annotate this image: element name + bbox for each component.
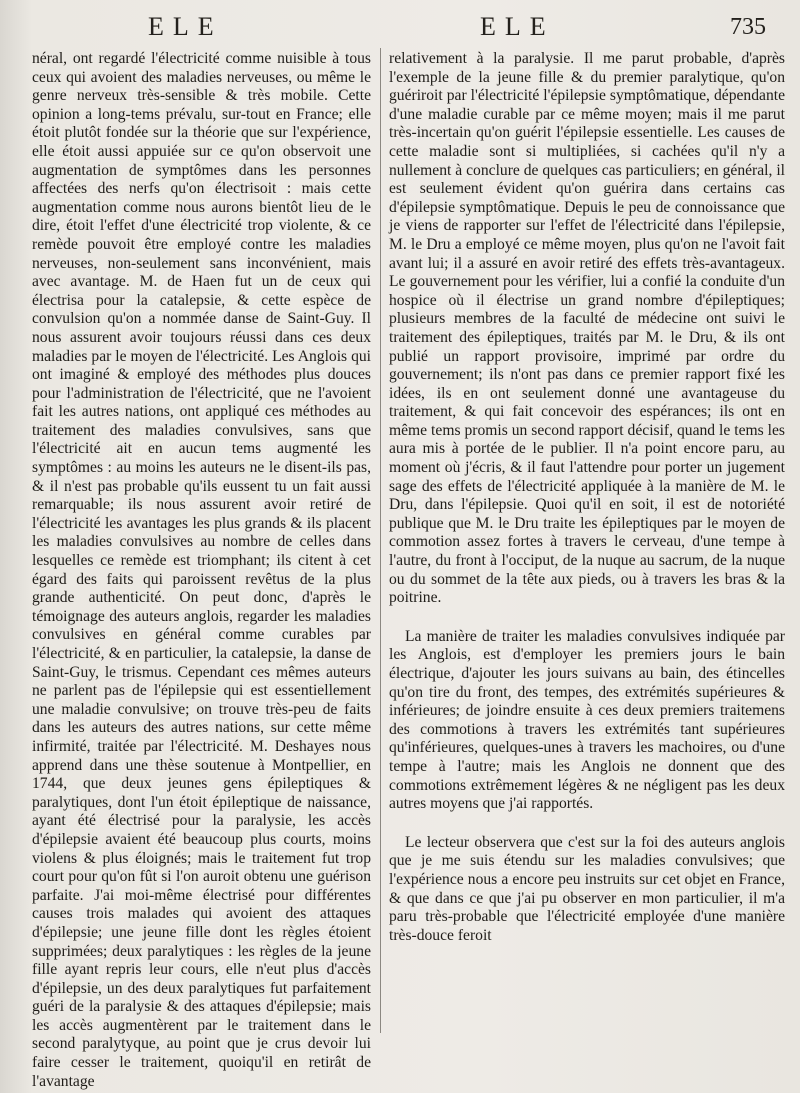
paragraph: néral, ont regardé l'électricité comme nuisible à tous ceux qui avoient des maladies nerveuses, ou même le genre nerveux très-sensible & très mobile. Cette opinion a long-tems prévalu, sur-tout en France; elle étoit plutôt fondée sur la théorie que sur l'expérience, elle étoit aussi appuiée sur ce qu'on observoit une augmentation de symptômes dans les personnes affectées des nerfs qu'on électrisoit : mais cette augmentation comme nous aurons bientôt lieu de le dire, étoit l'effet d'une électricité trop violente, & ce remède pouvoit être employé contre les maladies nerveuses, non-seulement sans inconvénient, mais avec avantage. M. de Haen fut un de ceux qui électrisa pour la catalepsie, & cette espèce de convulsion qu'on a nommée danse de Saint-Guy. Il nous assurent avoir toujours réussi dans ces deux maladies par le moyen de l'électricité. Les Anglois qui ont imaginé & employé des méthodes plus douces pour l'administration de l'électricité, que ne l'avoient fait les autres nations, ont appliqué ces méthodes au traitement des maladies convulsives, sans que l'électricité ait en aucun tems augmenté les symptômes : au moins les auteurs ne le disent-ils pas, & il n'est pas probable qu'ils eussent tu un fait aussi remarquable; ils nous assurent avoir retiré de l'électricité les avantages les plus grands & ils placent les maladies convulsives au nombre de celles dans lesquelles ce remède est triomphant; ils citent à cet égard des faits qui paroissent revêtus de la plus grande authenticité. On peut donc, d'après le témoignage des auteurs anglois, regarder les maladies convulsives en général comme curables par l'électricité, & en particulier, la catalepsie, la danse de Saint-Guy, le trismus. Cependant ces mêmes auteurs ne parlent pas de l'épilepsie qui est essentiellement une maladie convulsive; on trouve très-peu de faits dans les auteurs des autres nations, sur cette même infirmité, traitée par l'électricité. M. Deshayes nous apprend dans une thèse soutenue à Montpellier, en 1744, que deux jeunes gens épileptiques & paralytiques, dont l'un étoit épileptique de naissance, ayant été électrisé pour la paralysie, les accès d'épilepsie avaient été beaucoup plus courts, moins violens & plus éloignés; mais le traitement fut trop court pour qu'on fût si l'on auroit obtenu une guérison parfaite. J'ai moi-même électrisé pour différentes causes trois malades qui avoient des attaques d'épilepsie; une jeune fille dont les règles étoient supprimées; deux paralytiques : les règles de la jeune fille ayant repris leur cours, elle n'eut plus d'accès d'épilepsie, un des deux paralytiques fut parfaitement guéri de la paralysie & des attaques d'épilepsie; mais les accès augmentèrent par le traitement dans le second paralytyque, au point que je crus devoir lui faire cesser le traitement, quoiqu'il en retirât de l'avantage [32,50,371,1090]
running-header [0,10,800,50]
paragraph: Le lecteur observera que c'est sur la foi des auteurs anglois que je me suis étendu sur les maladies convulsives; que l'expérience nous a encore peu instruits sur cet objet en France, & que dans ce que j'ai pu observer en mon particulier, il m'a paru très-probable que l'électricité employée d'une manière très-douce feroit [389,833,785,944]
header-right-word: ELE [480,12,555,41]
paragraph: La manière de traiter les maladies convulsives indiquée par les Anglois, est d'employer les premiers jours le bain électrique, d'ajouter les jours suivans au bain, des étincelles qu'on tire du front, des tempes, des extrémités supérieures & inférieures; de joindre ensuite à ces deux premiers traitemens des commotions à travers les extrémités tant supérieures qu'inférieures, quelques-unes à travers les machoires, ou d'une tempe à l'autre; mais les Anglois ne donnent que des commotions extrêmement légères & ne négligent pas les deux autres moyens que j'ai rapportés. [389,627,785,813]
right-column [389,50,785,1050]
page-number: 735 [730,14,766,40]
paragraph: relativement à la paralysie. Il me parut probable, d'après l'exemple de la jeune fille & du premier paralytique, qu'on guériroit par l'électricité l'épilepsie symptômatique, dépendante d'une maladie curable par ce même moyen; mais il me parut très-incertain qu'on guérit l'épilepsie essentielle. Les causes de cette maladie sont si multipliées, si cachées qu'il n'y a nullement à conclure de quelques cas particuliers; en général, il est seulement évident qu'on guérira dans certains cas d'épilepsie symptômatique. Depuis le peu de connoissance que je viens de rapporter sur l'effet de l'électricité dans l'épilepsie, M. le Dru a employé ce même moyen, plus qu'on ne l'avoit fait avant lui; il a assuré en avoir retiré des effets très-avantageux. Le gouvernement pour les vérifier, lui a confié la conduite d'un hospice où il électrise un grand nombre d'épileptiques; plusieurs membres de la faculté de médecine ont suivi le traitement des épileptiques, traités par M. le Dru, & ils ont publié un rapport provisoire, imprimé par ordre du gouvernement; ils n'ont pas dans ce premier rapport fixé les idées, ils en ont seulement donné une avantageuse du traitement, & qui fait concevoir des espérances; ils ont en même tems promis un second rapport décisif, quand le tems les aura mis à portée de le publier. Il n'a point encore paru, au moment où j'écris, & il faut l'attendre pour porter un jugement sage des effets de l'électricité appliquée à la manière de M. le Dru, dans l'épilepsie. Quoi qu'il en soit, il est de notoriété publique que M. le Dru traite les épileptiques par le moyen de commotion assez fortes à travers le cerveau, d'une tempe à l'autre, du front à l'occiput, de la nuque au sacrum, de la nuque ou du sommet de la tête aux pieds, ou à travers les bras & la poitrine. [389,50,785,607]
header-left-word: ELE [148,12,223,41]
column-divider [380,48,381,1033]
paragraph-gap [389,814,785,834]
left-column [32,50,371,1090]
paragraph-gap [389,608,785,628]
